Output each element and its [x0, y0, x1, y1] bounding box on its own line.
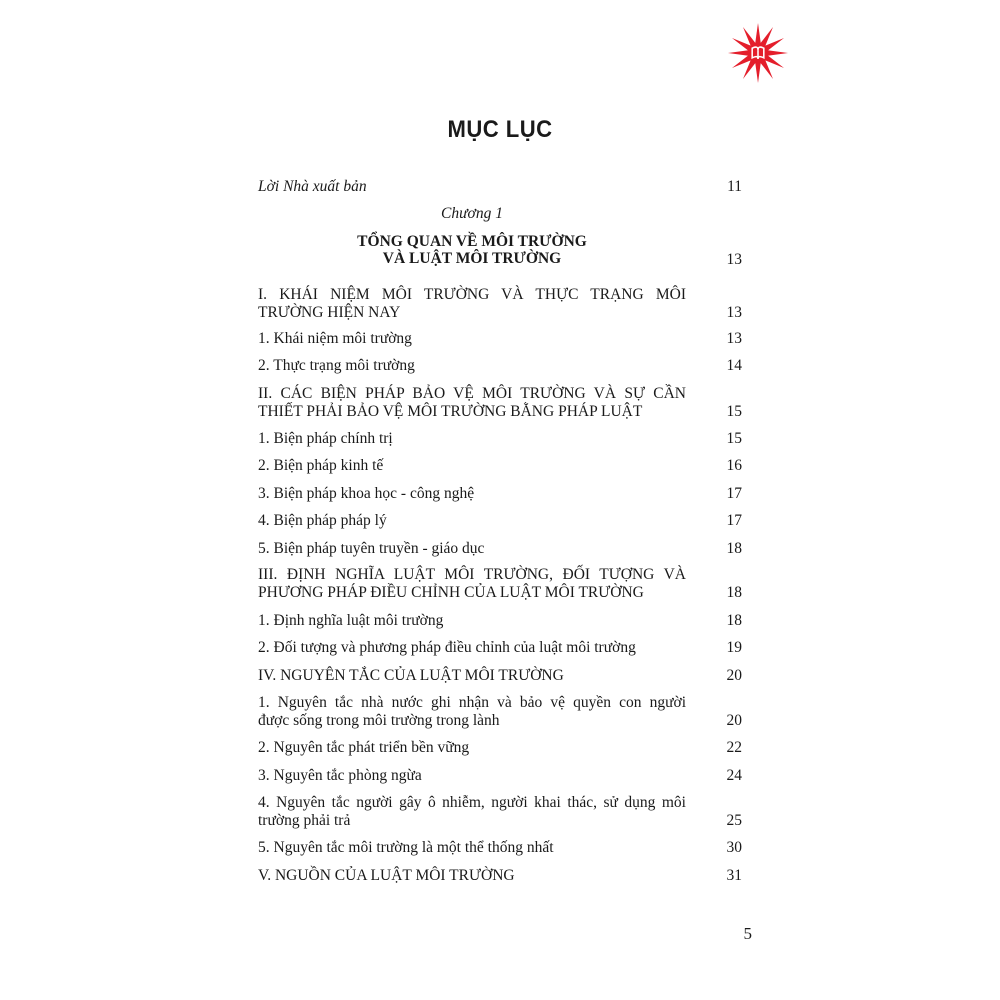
toc-entry[interactable] — [258, 540, 686, 558]
toc-page-number: 30 — [726, 839, 742, 856]
toc-entry[interactable] — [258, 357, 686, 375]
toc-page-number: 20 — [726, 712, 742, 729]
toc-entry[interactable] — [258, 739, 686, 757]
toc-entry[interactable] — [258, 512, 686, 530]
toc-entry-line: 2. Nguyên tắc phát triển bền vững — [258, 739, 470, 756]
toc-page-number: 16 — [726, 457, 742, 474]
toc-entry-line: III. ĐỊNH NGHĨA LUẬT MÔI TRƯỜNG, ĐỐI TƯỢNG VÀ — [258, 566, 686, 583]
toc-page-number: 24 — [726, 767, 742, 784]
toc-entry[interactable] — [258, 767, 686, 785]
toc-entry[interactable] — [258, 639, 686, 657]
toc-entry[interactable] — [258, 839, 686, 857]
toc-page-number: 17 — [726, 512, 742, 529]
chapter-title-line: TỔNG QUAN VỀ MÔI TRƯỜNG — [357, 233, 587, 250]
toc-entry[interactable] — [258, 330, 686, 348]
toc-entry[interactable] — [258, 794, 686, 830]
page-title: MỤC LỤC — [447, 116, 553, 143]
logo-ray — [755, 23, 761, 44]
toc-page-number: 11 — [727, 178, 742, 195]
toc-entry-line: 2. Biện pháp kinh tế — [258, 457, 384, 474]
toc-entry-line: 3. Nguyên tắc phòng ngừa — [258, 767, 422, 784]
toc-entry-line: 3. Biện pháp khoa học - công nghệ — [258, 485, 475, 502]
toc-entry-line: 1. Biện pháp chính trị — [258, 430, 393, 447]
toc-entry-line: V. NGUỒN CỦA LUẬT MÔI TRƯỜNG — [258, 867, 515, 884]
toc-entry[interactable] — [258, 612, 686, 630]
toc-page-number: 18 — [726, 584, 742, 601]
toc-entry-line: I. KHÁI NIỆM MÔI TRƯỜNG VÀ THỰC TRẠNG MÔI — [258, 286, 686, 303]
page-folio: 5 — [743, 924, 752, 943]
toc-entry-line: 1. Nguyên tắc nhà nước ghi nhận và bảo vệ quyền con người — [258, 694, 686, 711]
chapter-title-line: VÀ LUẬT MÔI TRƯỜNG — [382, 250, 562, 267]
toc-entry-line: 4. Biện pháp pháp lý — [258, 512, 387, 529]
toc-entry[interactable] — [258, 430, 686, 448]
toc-entry-line: 5. Biện pháp tuyên truyền - giáo dục — [258, 540, 485, 557]
toc-page-number: 14 — [726, 357, 742, 374]
logo-ray — [728, 50, 749, 56]
publisher-logo-icon — [727, 22, 789, 84]
toc-entry-line: THIẾT PHẢI BẢO VỆ MÔI TRƯỜNG BẰNG PHÁP LUẬT — [258, 403, 643, 420]
toc-page-number: 20 — [726, 667, 742, 684]
toc-page-number: 17 — [726, 485, 742, 502]
toc-page-number: 31 — [726, 867, 742, 884]
toc-page-number: 25 — [726, 812, 742, 829]
toc-entry-line: IV. NGUYÊN TẮC CỦA LUẬT MÔI TRƯỜNG — [258, 667, 564, 684]
toc-entry[interactable] — [258, 867, 686, 885]
toc-entry-line: được sống trong môi trường trong lành — [258, 712, 500, 729]
toc-entry-line: 1. Khái niệm môi trường — [258, 330, 412, 347]
toc-entry-line: PHƯƠNG PHÁP ĐIỀU CHỈNH CỦA LUẬT MÔI TRƯỜNG — [258, 584, 644, 601]
toc-entry-line: TRƯỜNG HIỆN NAY — [258, 304, 401, 321]
toc-entry[interactable] — [258, 457, 686, 475]
toc-entry-line: 2. Đối tượng và phương pháp điều chỉnh của luật môi trường — [258, 639, 636, 656]
toc-entry-line: trường phải trả — [258, 812, 351, 829]
toc-page-number: 15 — [726, 403, 742, 420]
toc-page-number: 13 — [726, 304, 742, 321]
toc-entry-line: 4. Nguyên tắc người gây ô nhiễm, người khai thác, sử dụng môi — [258, 794, 686, 811]
toc-entry[interactable] — [258, 286, 686, 322]
toc-page-number: 22 — [726, 739, 742, 756]
toc-entry[interactable] — [258, 694, 686, 730]
chapter-label: Chương 1 — [441, 205, 503, 222]
toc-entry[interactable] — [258, 667, 686, 685]
toc-page-number: 18 — [726, 612, 742, 629]
logo-ray — [767, 50, 788, 56]
toc-page-number: 13 — [726, 330, 742, 347]
toc-entry[interactable] — [258, 566, 686, 602]
toc-entry-line: 1. Định nghĩa luật môi trường — [258, 612, 444, 629]
logo-ray — [755, 62, 761, 83]
chapter-title[interactable] — [258, 233, 686, 267]
toc-page-number: 19 — [726, 639, 742, 656]
toc-entry-line: II. CÁC BIỆN PHÁP BẢO VỆ MÔI TRƯỜNG VÀ SỰ CẦN — [258, 385, 686, 402]
toc-entry-intro[interactable]: Lời Nhà xuất bản — [258, 178, 367, 195]
toc-entry[interactable] — [258, 385, 686, 421]
toc-page-number: 15 — [726, 430, 742, 447]
toc-entry-line: 2. Thực trạng môi trường — [258, 357, 415, 374]
toc-page-number: 13 — [726, 251, 742, 268]
toc-page-number: 18 — [726, 540, 742, 557]
toc-entry-line: 5. Nguyên tắc môi trường là một thể thống nhất — [258, 839, 554, 856]
toc-entry[interactable] — [258, 485, 686, 503]
